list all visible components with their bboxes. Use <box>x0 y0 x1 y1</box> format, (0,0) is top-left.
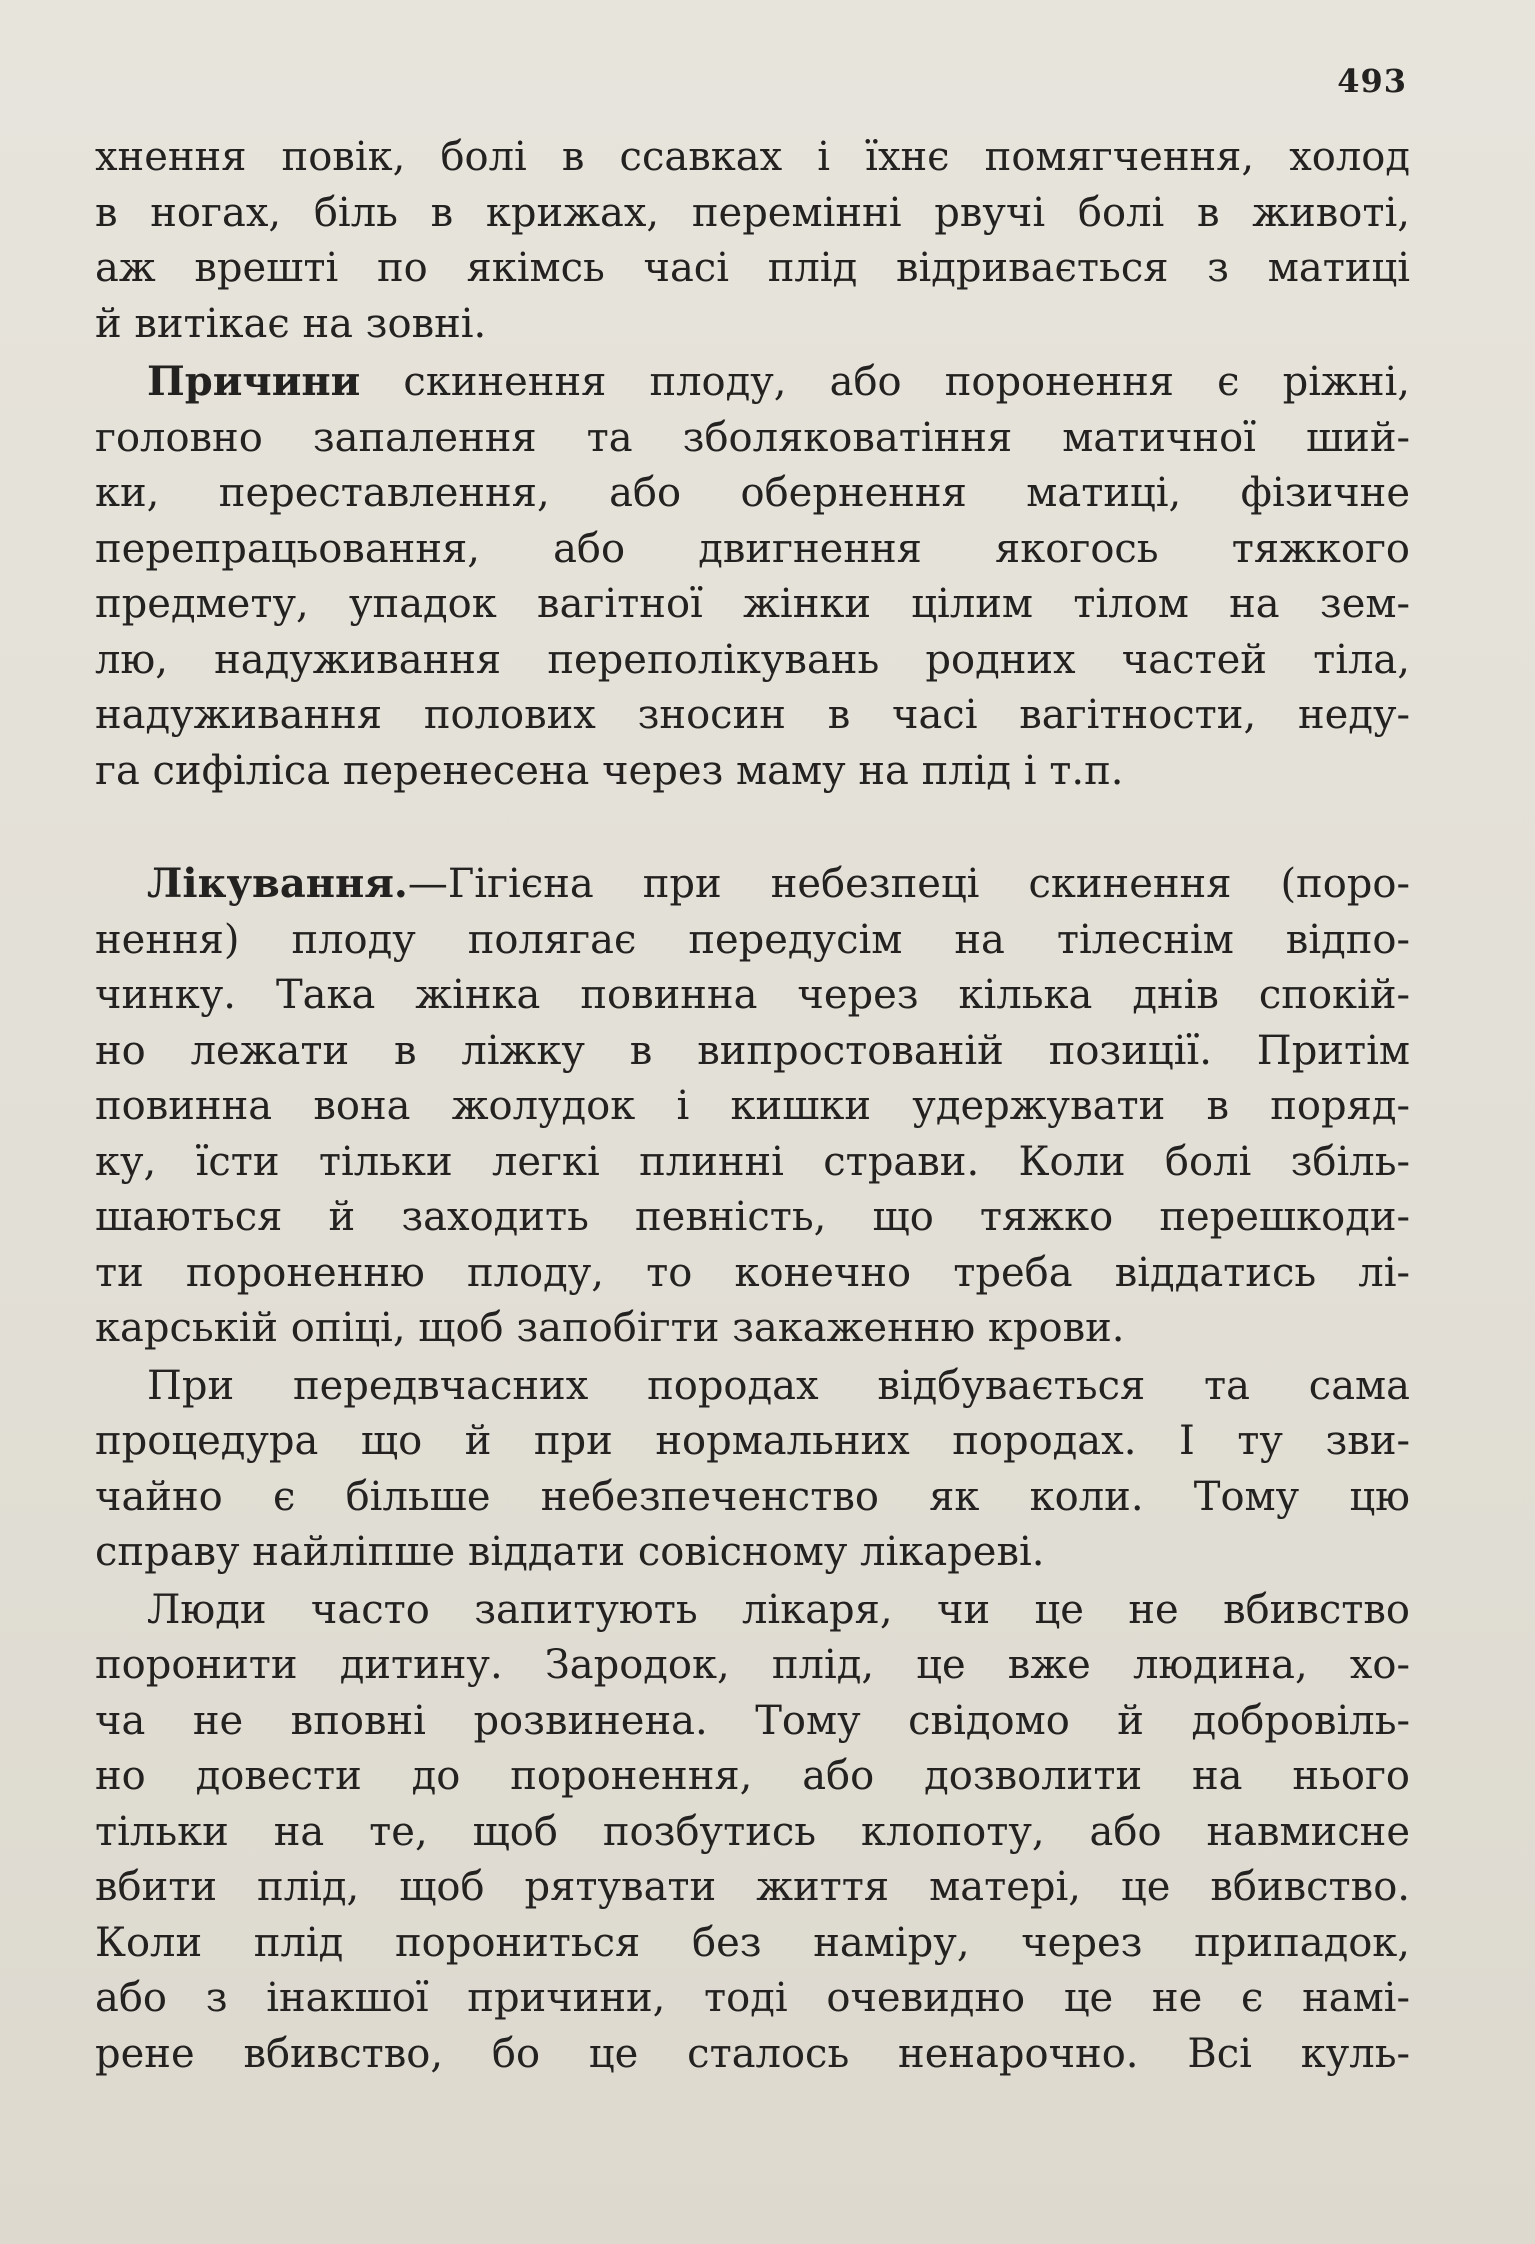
text-line: При передвчасних породах відбувається та сама <box>147 1362 1410 1409</box>
text-line: тільки на те, щоб позбутись клопоту, або навмисне <box>95 1808 1410 1855</box>
page-number: 493 <box>1337 62 1407 100</box>
body-text <box>95 130 1410 2084</box>
causes-heading: Причини <box>147 358 361 405</box>
paragraph-treatment <box>95 856 1410 1357</box>
text-line: справу найліпше віддати совісному лікареві. <box>95 1529 1045 1575</box>
text-line: чайно є більше небезпеченство як коли. Тому цю <box>95 1473 1410 1520</box>
paragraph-ethics <box>95 1583 1410 2083</box>
treatment-heading: Лікування. <box>147 860 408 907</box>
text-line: вбити плід, щоб рятувати життя матері, це вбивство. <box>95 1864 1410 1910</box>
text-line: предмету, упадок вагітної жінки цілим тілом на зем- <box>95 581 1410 627</box>
text-line: поронити дитину. Зародок, плід, це вже людина, хо- <box>95 1642 1410 1688</box>
text-line: головно запалення та зболяковатіння матичної ший- <box>95 414 1410 461</box>
text-line: в ногах, біль в крижах, перемінні рвучі болі в животі, <box>95 189 1410 236</box>
text-line: га сифіліса перенесена через маму на плід і т.п. <box>95 747 1124 794</box>
text-line: нення) плоду полягає передусім на тілеснім відпо- <box>95 916 1410 963</box>
section-gap <box>95 801 1410 856</box>
text-line: аж врешті по якімсь часі плід відривається з матиці <box>95 245 1410 291</box>
text-line: й витікає на зовні. <box>95 300 487 347</box>
text-line: лю, надуживання переполікувань родних частей тіла, <box>95 636 1410 683</box>
text-line: перепрацьовання, або двигнення якогось тяжкого <box>95 525 1410 572</box>
text-line: рене вбивство, бо це сталось ненарочно. Всі куль- <box>95 2030 1410 2077</box>
text-line: Лікування.—Гігієна при небезпеці скинення (поро- <box>147 860 1410 907</box>
text-line: ти пороненню плоду, то конечно треба віддатись лі- <box>95 1249 1410 1296</box>
paragraph-causes <box>95 354 1410 799</box>
text-line: або з інакшої причини, тоді очевидно це не є намі- <box>95 1975 1410 2021</box>
text-line: процедура що й при нормальних породах. І ту зви- <box>95 1418 1410 1464</box>
text-line: но довести до поронення, або дозволити на нього <box>95 1753 1410 1799</box>
paragraph-premature-births <box>95 1359 1410 1581</box>
text-line: Люди часто запитують лікаря, чи це не вбивство <box>147 1586 1410 1633</box>
text-line: чинку. Така жінка повинна через кілька днів спокій- <box>95 972 1410 1018</box>
text-line: хнення повік, болі в ссавках і їхнє помягчення, холод <box>95 134 1410 180</box>
text-line: ку, їсти тільки легкі плинні страви. Коли болі збіль- <box>95 1138 1410 1185</box>
text-line: ки, переставлення, або обернення матиці, фізичне <box>95 470 1410 516</box>
paragraph-intro-continuation <box>95 130 1410 352</box>
text-line: надуживання полових зносин в часі вагітности, неду- <box>95 692 1410 738</box>
text-line: но лежати в ліжку в випростованій позиції. Притім <box>95 1027 1410 1074</box>
text-line: Причини скинення плоду, або поронення є ріжні, <box>147 358 1410 405</box>
text-line: шаються й заходить певність, що тяжко перешкоди- <box>95 1194 1410 1240</box>
text-line: карській опіці, щоб запобігти закаженню крови. <box>95 1305 1125 1351</box>
text-line: повинна вона жолудок і кишки удержувати в поряд- <box>95 1083 1410 1129</box>
text-line: Коли плід порониться без наміру, через припадок, <box>95 1919 1410 1966</box>
text-line: ча не вповні розвинена. Тому свідомо й добровіль- <box>95 1697 1410 1744</box>
